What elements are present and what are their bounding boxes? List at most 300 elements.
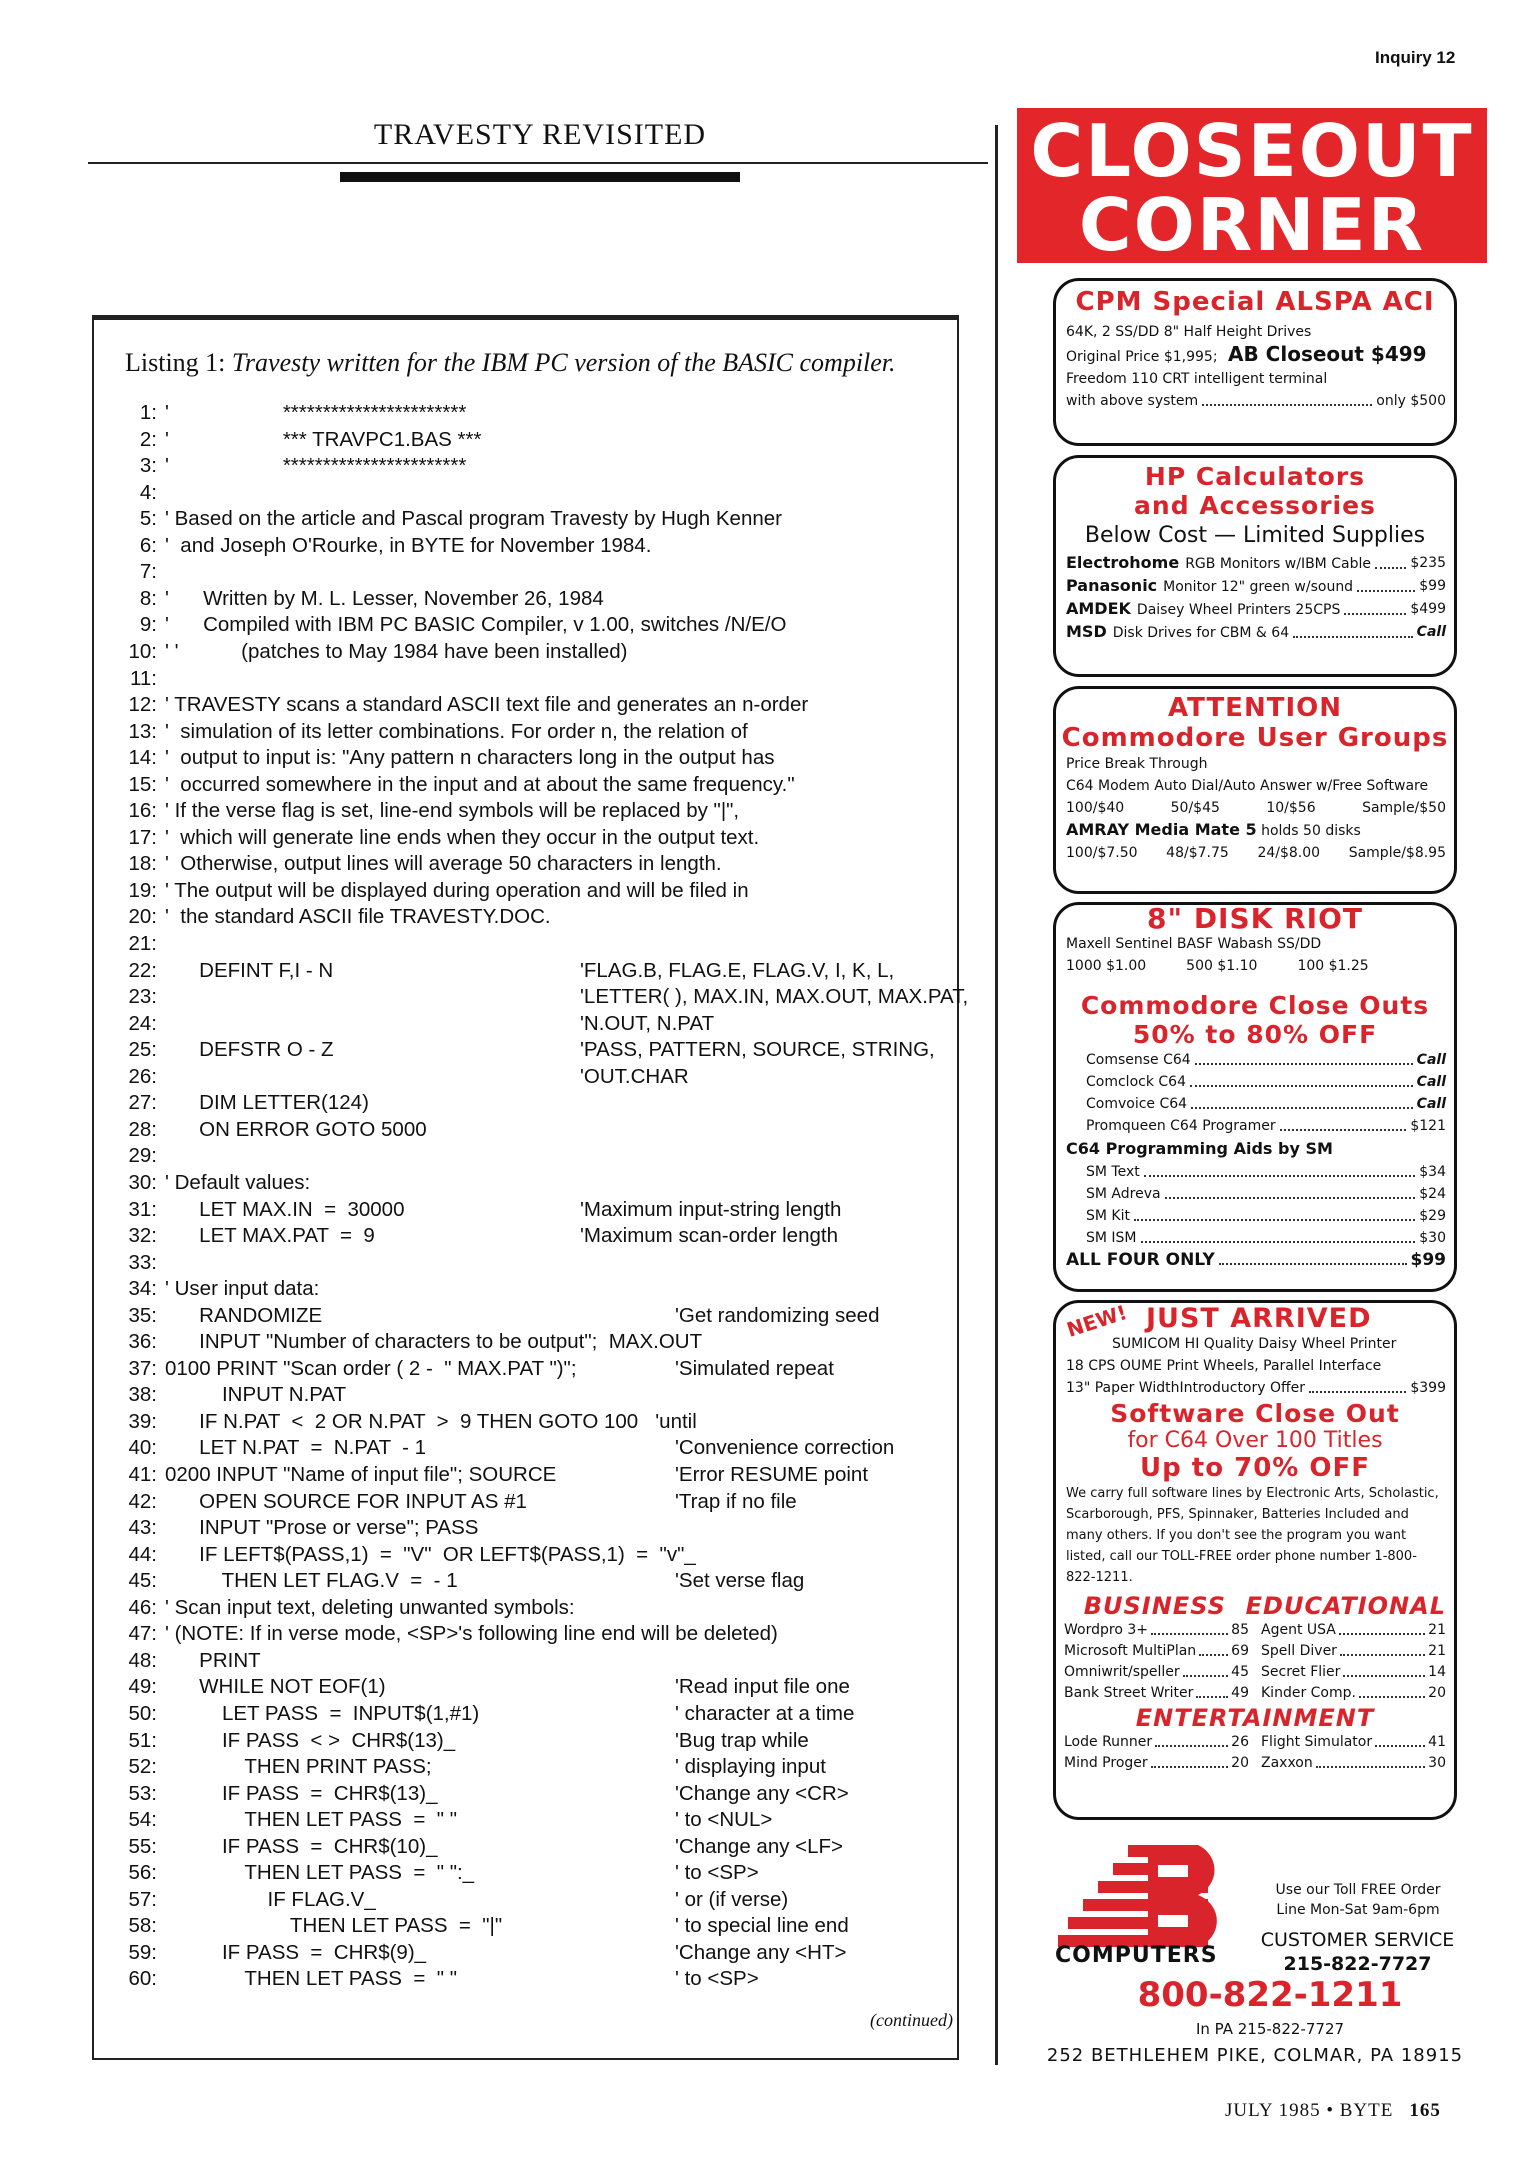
line-number: 36:: [128, 1330, 157, 1354]
leader-dots: [1191, 1093, 1413, 1109]
hp-subtitle: Below Cost — Limited Supplies: [1084, 523, 1426, 548]
toll-free-line2: Line Mon-Sat 9am-6pm: [1276, 1902, 1440, 1918]
line-number: 41:: [128, 1463, 157, 1486]
line-number: 46:: [128, 1595, 157, 1619]
line-code: LET MAX.PAT = 9: [165, 1224, 375, 1248]
line-code: THEN LET FLAG.V = - 1: [165, 1569, 458, 1593]
hp-item-brand: Electrohome: [1066, 553, 1180, 572]
line-number: 17:: [128, 825, 157, 849]
entertainment-item-name: Mind Proger: [1064, 1755, 1148, 1771]
attention-title1: ATTENTION: [1168, 693, 1342, 723]
attention-price: 100/$7.50: [1066, 845, 1138, 861]
entertainment-item-name: Zaxxon: [1261, 1755, 1313, 1771]
line-code: THEN LET PASS = "|": [165, 1914, 503, 1938]
line-number: 9:: [139, 613, 157, 637]
entertainment-item: [1261, 1753, 1446, 1774]
line-number: 28:: [128, 1117, 157, 1141]
business-head: BUSINESS: [1083, 1592, 1226, 1620]
aids-item-name: SM Adreva: [1086, 1186, 1161, 1202]
arrived-line1: SUMICOM HI Quality Daisy Wheel Printer: [1112, 1336, 1397, 1352]
footer-date: JULY 1985 • BYTE: [1225, 2100, 1394, 2121]
leader-dots: [1357, 575, 1415, 592]
aids-item-price: $30: [1419, 1230, 1446, 1246]
cpm-line4-price: only $500: [1376, 393, 1446, 409]
line-code: IF PASS = CHR$(13)_: [165, 1781, 438, 1805]
line-code: ' occurred somewhere in the input and at about the same frequency.": [165, 772, 795, 796]
line-code: ' which will generate line ends when they occur in the output text.: [165, 825, 760, 849]
leader-dots: [1375, 1732, 1425, 1747]
leader-dots: [1280, 1115, 1407, 1131]
line-code: IF FLAG.V_: [165, 1887, 376, 1911]
line-code: ' (NOTE: If in verse mode, <SP>'s following line end will be deleted): [165, 1622, 778, 1646]
line-comment: 'Error RESUME point: [675, 1463, 869, 1486]
hp-item-brand: Panasonic: [1066, 576, 1158, 595]
arrived-line3-a: 13" Paper Width: [1066, 1380, 1180, 1396]
entertainment-head: ENTERTAINMENT: [1135, 1704, 1375, 1732]
line-number: 43:: [128, 1516, 157, 1540]
educational-list: [1261, 1620, 1446, 1704]
educational-item: [1261, 1620, 1446, 1641]
business-item-name: Wordpro 3+: [1064, 1622, 1148, 1638]
hp-item: [1056, 621, 1454, 644]
line-code: DEFINT F,I - N: [165, 958, 334, 982]
line-code: IF PASS = CHR$(9)_: [165, 1940, 427, 1964]
line-comment: 'Maximum scan-order length: [580, 1224, 838, 1248]
aids-item: [1076, 1205, 1454, 1227]
line-code: ' output to input is: "Any pattern n characters long in the output has: [165, 746, 775, 770]
leader-dots: [1316, 1753, 1425, 1768]
hp-item-desc: Monitor 12" green w/sound: [1163, 579, 1354, 595]
aids-item-name: SM ISM: [1086, 1230, 1137, 1246]
leader-dots: [1199, 1641, 1228, 1656]
leader-dots: [1151, 1753, 1229, 1768]
line-number: 51:: [128, 1728, 157, 1752]
line-comment: 'Convenience correction: [675, 1436, 895, 1460]
line-number: 32:: [128, 1224, 157, 1248]
attention-box: [1053, 686, 1457, 894]
line-code: WHILE NOT EOF(1): [165, 1675, 386, 1699]
hp-item-label: [1066, 552, 1371, 575]
leader-dots: [1144, 1161, 1416, 1177]
business-item-price: 49: [1231, 1685, 1249, 1701]
entertainment-item-price: 20: [1231, 1755, 1249, 1771]
attention-line3-brand: AMRAY Media Mate 5: [1066, 820, 1257, 839]
line-number: 52:: [128, 1755, 157, 1779]
toll-free-note: [1258, 1880, 1458, 1920]
leader-dots: [1183, 1662, 1229, 1677]
line-code: THEN LET PASS = " ":_: [165, 1861, 475, 1885]
software-title: Software Close Out: [1110, 1399, 1400, 1428]
line-code: 0200 INPUT "Name of input file"; SOURCE: [165, 1463, 557, 1486]
leader-dots: [1165, 1183, 1416, 1199]
business-item-name: Bank Street Writer: [1064, 1685, 1194, 1701]
leader-dots: [1340, 1641, 1425, 1656]
hp-item-price: $235: [1410, 555, 1446, 571]
line-number: 15:: [128, 772, 157, 796]
hp-item: [1056, 598, 1454, 621]
business-item-price: 85: [1231, 1622, 1249, 1638]
business-item-name: Microsoft MultiPlan: [1064, 1643, 1197, 1659]
line-comment: 'Bug trap while: [675, 1728, 809, 1752]
attention-line3-desc: holds 50 disks: [1261, 823, 1361, 839]
entertainment-item-price: 30: [1428, 1755, 1446, 1771]
line-code: ' simulation of its letter combinations. For order n, the relation of: [165, 719, 748, 743]
disk-price: 500 $1.10: [1186, 958, 1258, 974]
leader-dots: [1293, 621, 1413, 638]
entertainment-item-price: 41: [1428, 1734, 1446, 1750]
line-code: ' Default values:: [165, 1170, 311, 1194]
entertainment-item: [1064, 1732, 1249, 1753]
line-code: IF PASS < > CHR$(13)_: [165, 1728, 456, 1752]
all-four-price: $99: [1410, 1250, 1446, 1270]
line-number: 47:: [128, 1622, 157, 1646]
line-comment: ' or (if verse): [675, 1887, 789, 1911]
inquiry-number: Inquiry 12: [1375, 48, 1456, 67]
attention-price: 24/$8.00: [1257, 845, 1321, 861]
closeout-item-price: Call: [1416, 1052, 1446, 1068]
toll-free-phone: 800-822-1211: [1137, 1975, 1403, 2015]
aids-item: [1076, 1183, 1454, 1205]
line-code: IF N.PAT < 2 OR N.PAT > 9 THEN GOTO 100 'until: [165, 1409, 697, 1433]
line-comment: ' to special line end: [675, 1914, 849, 1938]
line-number: 24:: [128, 1011, 157, 1035]
educational-head: EDUCATIONAL: [1245, 1592, 1446, 1620]
line-code: ' User input data:: [165, 1277, 320, 1301]
all-four-label: ALL FOUR ONLY: [1066, 1250, 1215, 1270]
arrived-line3-b: Introductory Offer: [1179, 1380, 1306, 1396]
just-arrived-title: JUST ARRIVED: [1146, 1303, 1372, 1334]
line-number: 60:: [128, 1967, 157, 1991]
line-number: 44:: [128, 1542, 157, 1566]
leader-dots: [1343, 1662, 1425, 1677]
line-number: 45:: [128, 1569, 157, 1593]
line-number: 12:: [128, 693, 157, 717]
toll-free-line1: Use our Toll FREE Order: [1275, 1882, 1441, 1898]
line-number: 3:: [139, 454, 157, 478]
column-divider: [995, 125, 998, 2065]
line-code: 0100 PRINT "Scan order ( 2 - " MAX.PAT ")";: [165, 1356, 577, 1380]
leader-dots: [1190, 1071, 1413, 1087]
line-number: 4:: [139, 480, 157, 504]
customer-service-label: CUSTOMER SERVICE: [1260, 1929, 1455, 1951]
line-number: 25:: [128, 1038, 157, 1062]
line-number: 57:: [128, 1887, 157, 1911]
closeout-item: [1076, 1049, 1454, 1071]
leader-dots: [1344, 598, 1406, 615]
article-title: TRAVESTY REVISITED: [373, 118, 707, 151]
attention-price: 50/$45: [1170, 800, 1220, 816]
line-number: 20:: [128, 905, 157, 929]
line-comment: 'LETTER( ), MAX.IN, MAX.OUT, MAX.PAT,: [580, 985, 969, 1009]
line-comment: 'Maximum input-string length: [580, 1197, 842, 1221]
disk-title: 8" DISK RIOT: [1147, 902, 1363, 935]
attention-price: Sample/$8.95: [1348, 845, 1446, 861]
closeout-item-name: Comsense C64: [1086, 1052, 1191, 1068]
line-comment: 'FLAG.B, FLAG.E, FLAG.V, I, K, L,: [580, 958, 895, 982]
line-comment: ' to <NUL>: [675, 1808, 773, 1832]
line-code: RANDOMIZE: [165, 1303, 323, 1327]
ab-computers-text: COMPUTERS: [1055, 1943, 1218, 1968]
educational-item: [1261, 1662, 1446, 1683]
line-number: 22:: [128, 958, 157, 982]
pa-phone: In PA 215-822-7727: [1195, 2020, 1345, 2038]
educational-item-price: 20: [1428, 1685, 1446, 1701]
entertainment-item-price: 26: [1231, 1734, 1249, 1750]
line-code: LET N.PAT = N.PAT - 1: [165, 1436, 427, 1460]
line-number: 59:: [128, 1940, 157, 1964]
line-code: ' Based on the article and Pascal program Travesty by Hugh Kenner: [165, 507, 782, 531]
line-code: DIM LETTER(124): [165, 1091, 369, 1115]
line-number: 29:: [128, 1144, 157, 1168]
line-code: ' Written by M. L. Lesser, November 26, 1984: [165, 586, 604, 610]
line-number: 6:: [139, 533, 157, 557]
attention-price: 100/$40: [1066, 800, 1125, 816]
line-number: 34:: [128, 1277, 157, 1301]
line-number: 35:: [128, 1303, 157, 1327]
line-code: ' Scan input text, deleting unwanted symbols:: [165, 1595, 575, 1619]
aids-item-name: SM Kit: [1086, 1208, 1130, 1224]
line-number: 18:: [128, 852, 157, 876]
line-code: ' Compiled with IBM PC BASIC Compiler, v 1.00, switches /N/E/O: [165, 613, 787, 637]
line-number: 33:: [128, 1250, 157, 1274]
hp-item-desc: RGB Monitors w/IBM Cable: [1185, 556, 1371, 572]
entertainment-item-name: Lode Runner: [1064, 1734, 1153, 1750]
hp-item-brand: AMDEK: [1066, 599, 1131, 618]
line-number: 49:: [128, 1675, 157, 1699]
closeout-item-price: Call: [1416, 1074, 1446, 1090]
close-outs-title2: 50% to 80% OFF: [1132, 1020, 1378, 1049]
hp-title1: HP Calculators: [1144, 462, 1366, 491]
leader-dots: [1339, 1620, 1425, 1635]
aids-item: [1076, 1227, 1454, 1249]
attention-price: Sample/$50: [1362, 800, 1446, 816]
line-number: 56:: [128, 1861, 157, 1885]
cpm-line3: Freedom 110 CRT intelligent terminal: [1066, 371, 1328, 387]
title-rule: [88, 162, 988, 164]
entertainment-right: [1261, 1732, 1446, 1774]
leader-dots: [1196, 1683, 1228, 1698]
continued-note: (continued): [870, 2010, 953, 2030]
listing-caption-label: Listing 1:: [125, 348, 226, 377]
line-comment: ' to <SP>: [675, 1967, 759, 1991]
line-number: 53:: [128, 1781, 157, 1805]
hp-title2: and Accessories: [1134, 491, 1376, 520]
attention-prices1: [1056, 797, 1454, 819]
hp-item-price: $99: [1419, 578, 1446, 594]
software-pct: Up to 70% OFF: [1139, 1453, 1371, 1483]
line-number: 21:: [128, 932, 157, 955]
line-comment: ' character at a time: [675, 1701, 855, 1725]
educational-item-price: 21: [1428, 1643, 1446, 1659]
hp-item-price: $499: [1410, 601, 1446, 617]
line-comment: 'Change any <CR>: [675, 1781, 849, 1805]
line-number: 26:: [128, 1064, 157, 1088]
hp-calculators-box: [1053, 455, 1457, 677]
line-number: 50:: [128, 1701, 157, 1725]
disk-price: 100 $1.25: [1297, 958, 1369, 974]
page-footer: [1225, 2100, 1441, 2122]
line-code: OPEN SOURCE FOR INPUT AS #1: [165, 1489, 527, 1513]
aids-title: C64 Programming Aids by SM: [1066, 1139, 1333, 1158]
aids-item-name: SM Text: [1086, 1164, 1140, 1180]
customer-service: [1245, 1928, 1470, 1976]
line-code: ' ' (patches to May 1984 have been installed): [165, 639, 628, 663]
listing-caption-title: Travesty written for the IBM PC version of the BASIC compiler.: [231, 348, 896, 377]
line-number: 19:: [128, 878, 157, 902]
closeout-item: [1076, 1093, 1454, 1115]
closeout-item-name: Promqueen C64 Programer: [1086, 1118, 1276, 1134]
line-number: 37:: [128, 1356, 157, 1380]
line-number: 11:: [130, 666, 157, 690]
line-code: DEFSTR O - Z: [165, 1038, 334, 1062]
attention-line3: [1056, 819, 1454, 842]
line-number: 14:: [128, 746, 157, 770]
educational-item-price: 14: [1428, 1664, 1446, 1680]
line-number: 55:: [128, 1834, 157, 1858]
line-comment: 'Read input file one: [675, 1675, 850, 1699]
hp-item-desc: Daisey Wheel Printers 25CPS: [1136, 602, 1341, 618]
line-number: 39:: [128, 1409, 157, 1433]
company-address: 252 BETHLEHEM PIKE, COLMAR, PA 18915: [1046, 2045, 1464, 2066]
aids-items: [1056, 1161, 1454, 1249]
attention-price: 48/$7.75: [1166, 845, 1229, 861]
attention-title2: Commodore User Groups: [1061, 723, 1449, 753]
cpm-title: CPM Special ALSPA ACI: [1075, 287, 1435, 317]
line-code: ' ***********************: [165, 454, 467, 478]
leader-dots: [1359, 1683, 1425, 1698]
line-code: ' the standard ASCII file TRAVESTY.DOC.: [165, 905, 551, 929]
cpm-closeout-price: AB Closeout $499: [1228, 342, 1427, 366]
cpm-line1: 64K, 2 SS/DD 8" Half Height Drives: [1066, 324, 1312, 340]
line-code: THEN LET PASS = " ": [165, 1808, 457, 1832]
line-comment: 'Trap if no file: [675, 1489, 797, 1513]
closeout-item-name: Comvoice C64: [1086, 1096, 1188, 1112]
attention-line2: C64 Modem Auto Dial/Auto Answer w/Free Software: [1066, 778, 1429, 794]
line-code: INPUT "Number of characters to be output"; MAX.OUT: [165, 1330, 703, 1354]
line-comment: ' displaying input: [675, 1755, 826, 1779]
line-code: ' *** TRAVPC1.BAS ***: [165, 427, 482, 451]
line-comment: 'Change any <HT>: [675, 1940, 847, 1964]
arrived-line2: 18 CPS OUME Print Wheels, Parallel Interface: [1066, 1358, 1382, 1374]
attention-prices2: [1056, 842, 1454, 864]
business-item: [1064, 1683, 1249, 1704]
line-comment: 'Simulated repeat: [675, 1356, 834, 1380]
line-code: ' If the verse flag is set, line-end symbols will be replaced by "|",: [165, 799, 740, 823]
closeout-item-price: Call: [1416, 1096, 1446, 1112]
all-four-row: [1056, 1249, 1454, 1271]
line-number: 40:: [128, 1436, 157, 1460]
aids-item-price: $29: [1419, 1208, 1446, 1224]
line-code: ' Otherwise, output lines will average 50 characters in length.: [165, 852, 722, 876]
page-number: 165: [1409, 2100, 1441, 2121]
business-item-name: Omniwrit/speller: [1064, 1664, 1180, 1680]
aids-item-price: $34: [1419, 1164, 1446, 1180]
educational-item-price: 21: [1428, 1622, 1446, 1638]
ab-computers-logo: [1058, 1845, 1238, 1955]
line-code: ' and Joseph O'Rourke, in BYTE for November 1984.: [165, 533, 652, 557]
line-number: 13:: [128, 719, 157, 743]
hp-items: [1056, 552, 1454, 644]
cpm-line2: [1056, 343, 1454, 368]
line-code: ' The output will be displayed during operation and will be filed in: [165, 878, 749, 902]
disk-prices: [1056, 955, 1454, 977]
line-number: 27:: [128, 1091, 157, 1115]
new-badge: NEW!: [1063, 1300, 1130, 1342]
cpm-original-price: Original Price $1,995;: [1066, 349, 1218, 365]
line-number: 31:: [128, 1197, 157, 1221]
disk-items: [1056, 1049, 1454, 1137]
line-code: THEN PRINT PASS;: [165, 1755, 432, 1779]
title-bar: [340, 172, 740, 182]
line-number: 8:: [139, 586, 157, 610]
line-comment: 'PASS, PATTERN, SOURCE, STRING,: [580, 1038, 935, 1062]
hp-item-price: Call: [1416, 624, 1446, 640]
line-code: PRINT: [165, 1648, 261, 1672]
banner-line1: CLOSEOUT: [1030, 109, 1474, 193]
line-code: LET PASS = INPUT$(1,#1): [165, 1701, 480, 1725]
line-number: 48:: [128, 1648, 157, 1672]
line-code: THEN LET PASS = " ": [165, 1967, 457, 1991]
line-code: IF LEFT$(PASS,1) = "V" OR LEFT$(PASS,1) = "v"_: [165, 1542, 696, 1566]
line-code: INPUT N.PAT: [165, 1383, 347, 1407]
leader-dots: [1141, 1227, 1416, 1243]
business-item: [1064, 1641, 1249, 1662]
line-number: 23:: [128, 985, 157, 1009]
leader-dots: [1375, 552, 1406, 569]
banner-line2: CORNER: [1078, 183, 1426, 267]
line-code: ' TRAVESTY scans a standard ASCII text file and generates an n-order: [165, 693, 809, 717]
line-comment: ' to <SP>: [675, 1861, 759, 1885]
arrived-line3-c: $399: [1410, 1380, 1446, 1396]
line-comment: 'Set verse flag: [675, 1569, 805, 1593]
close-outs-title1: Commodore Close Outs: [1080, 991, 1430, 1020]
hp-item-label: [1066, 575, 1353, 598]
educational-item-name: Agent USA: [1261, 1622, 1336, 1638]
leader-dots: [1151, 1620, 1228, 1635]
line-number: 30:: [128, 1170, 157, 1194]
attention-price: 10/$56: [1266, 800, 1316, 816]
educational-item-name: Kinder Comp.: [1261, 1685, 1356, 1701]
line-number: 10:: [128, 639, 157, 663]
business-item-price: 45: [1231, 1664, 1249, 1680]
educational-item: [1261, 1641, 1446, 1662]
software-sub: for C64 Over 100 Titles: [1127, 1428, 1383, 1453]
line-number: 54:: [128, 1808, 157, 1832]
line-number: 58:: [128, 1914, 157, 1938]
hp-item-label: [1066, 621, 1289, 644]
entertainment-item: [1261, 1732, 1446, 1753]
entertainment-left: [1064, 1732, 1261, 1774]
arrived-line3: [1056, 1377, 1454, 1399]
closeout-item: [1076, 1115, 1454, 1137]
business-item: [1064, 1662, 1249, 1683]
line-code: ON ERROR GOTO 5000: [165, 1117, 427, 1141]
aids-item-price: $24: [1419, 1186, 1446, 1202]
hp-item-label: [1066, 598, 1340, 621]
line-code: LET MAX.IN = 30000: [165, 1197, 405, 1221]
line-comment: 'OUT.CHAR: [580, 1064, 689, 1088]
leader-dots: [1155, 1732, 1228, 1747]
software-blurb: We carry full software lines by Electronic Arts, Scholastic, Scarborough, PFS, Spinnaker, Batteries Included and many others. If you don't see the program you want listed, call our TOLL-FREE order phone number 1-800-822-1211.: [1066, 1486, 1439, 1585]
entertainment-item-name: Flight Simulator: [1261, 1734, 1373, 1750]
line-number: 42:: [128, 1489, 157, 1513]
educational-item: [1261, 1683, 1446, 1704]
line-code: ' ***********************: [165, 401, 467, 424]
hp-item-desc: Disk Drives for CBM & 64: [1112, 625, 1290, 641]
hp-item: [1056, 575, 1454, 598]
cpm-line4: [1056, 390, 1454, 412]
educational-item-name: Secret Flier: [1261, 1664, 1341, 1680]
